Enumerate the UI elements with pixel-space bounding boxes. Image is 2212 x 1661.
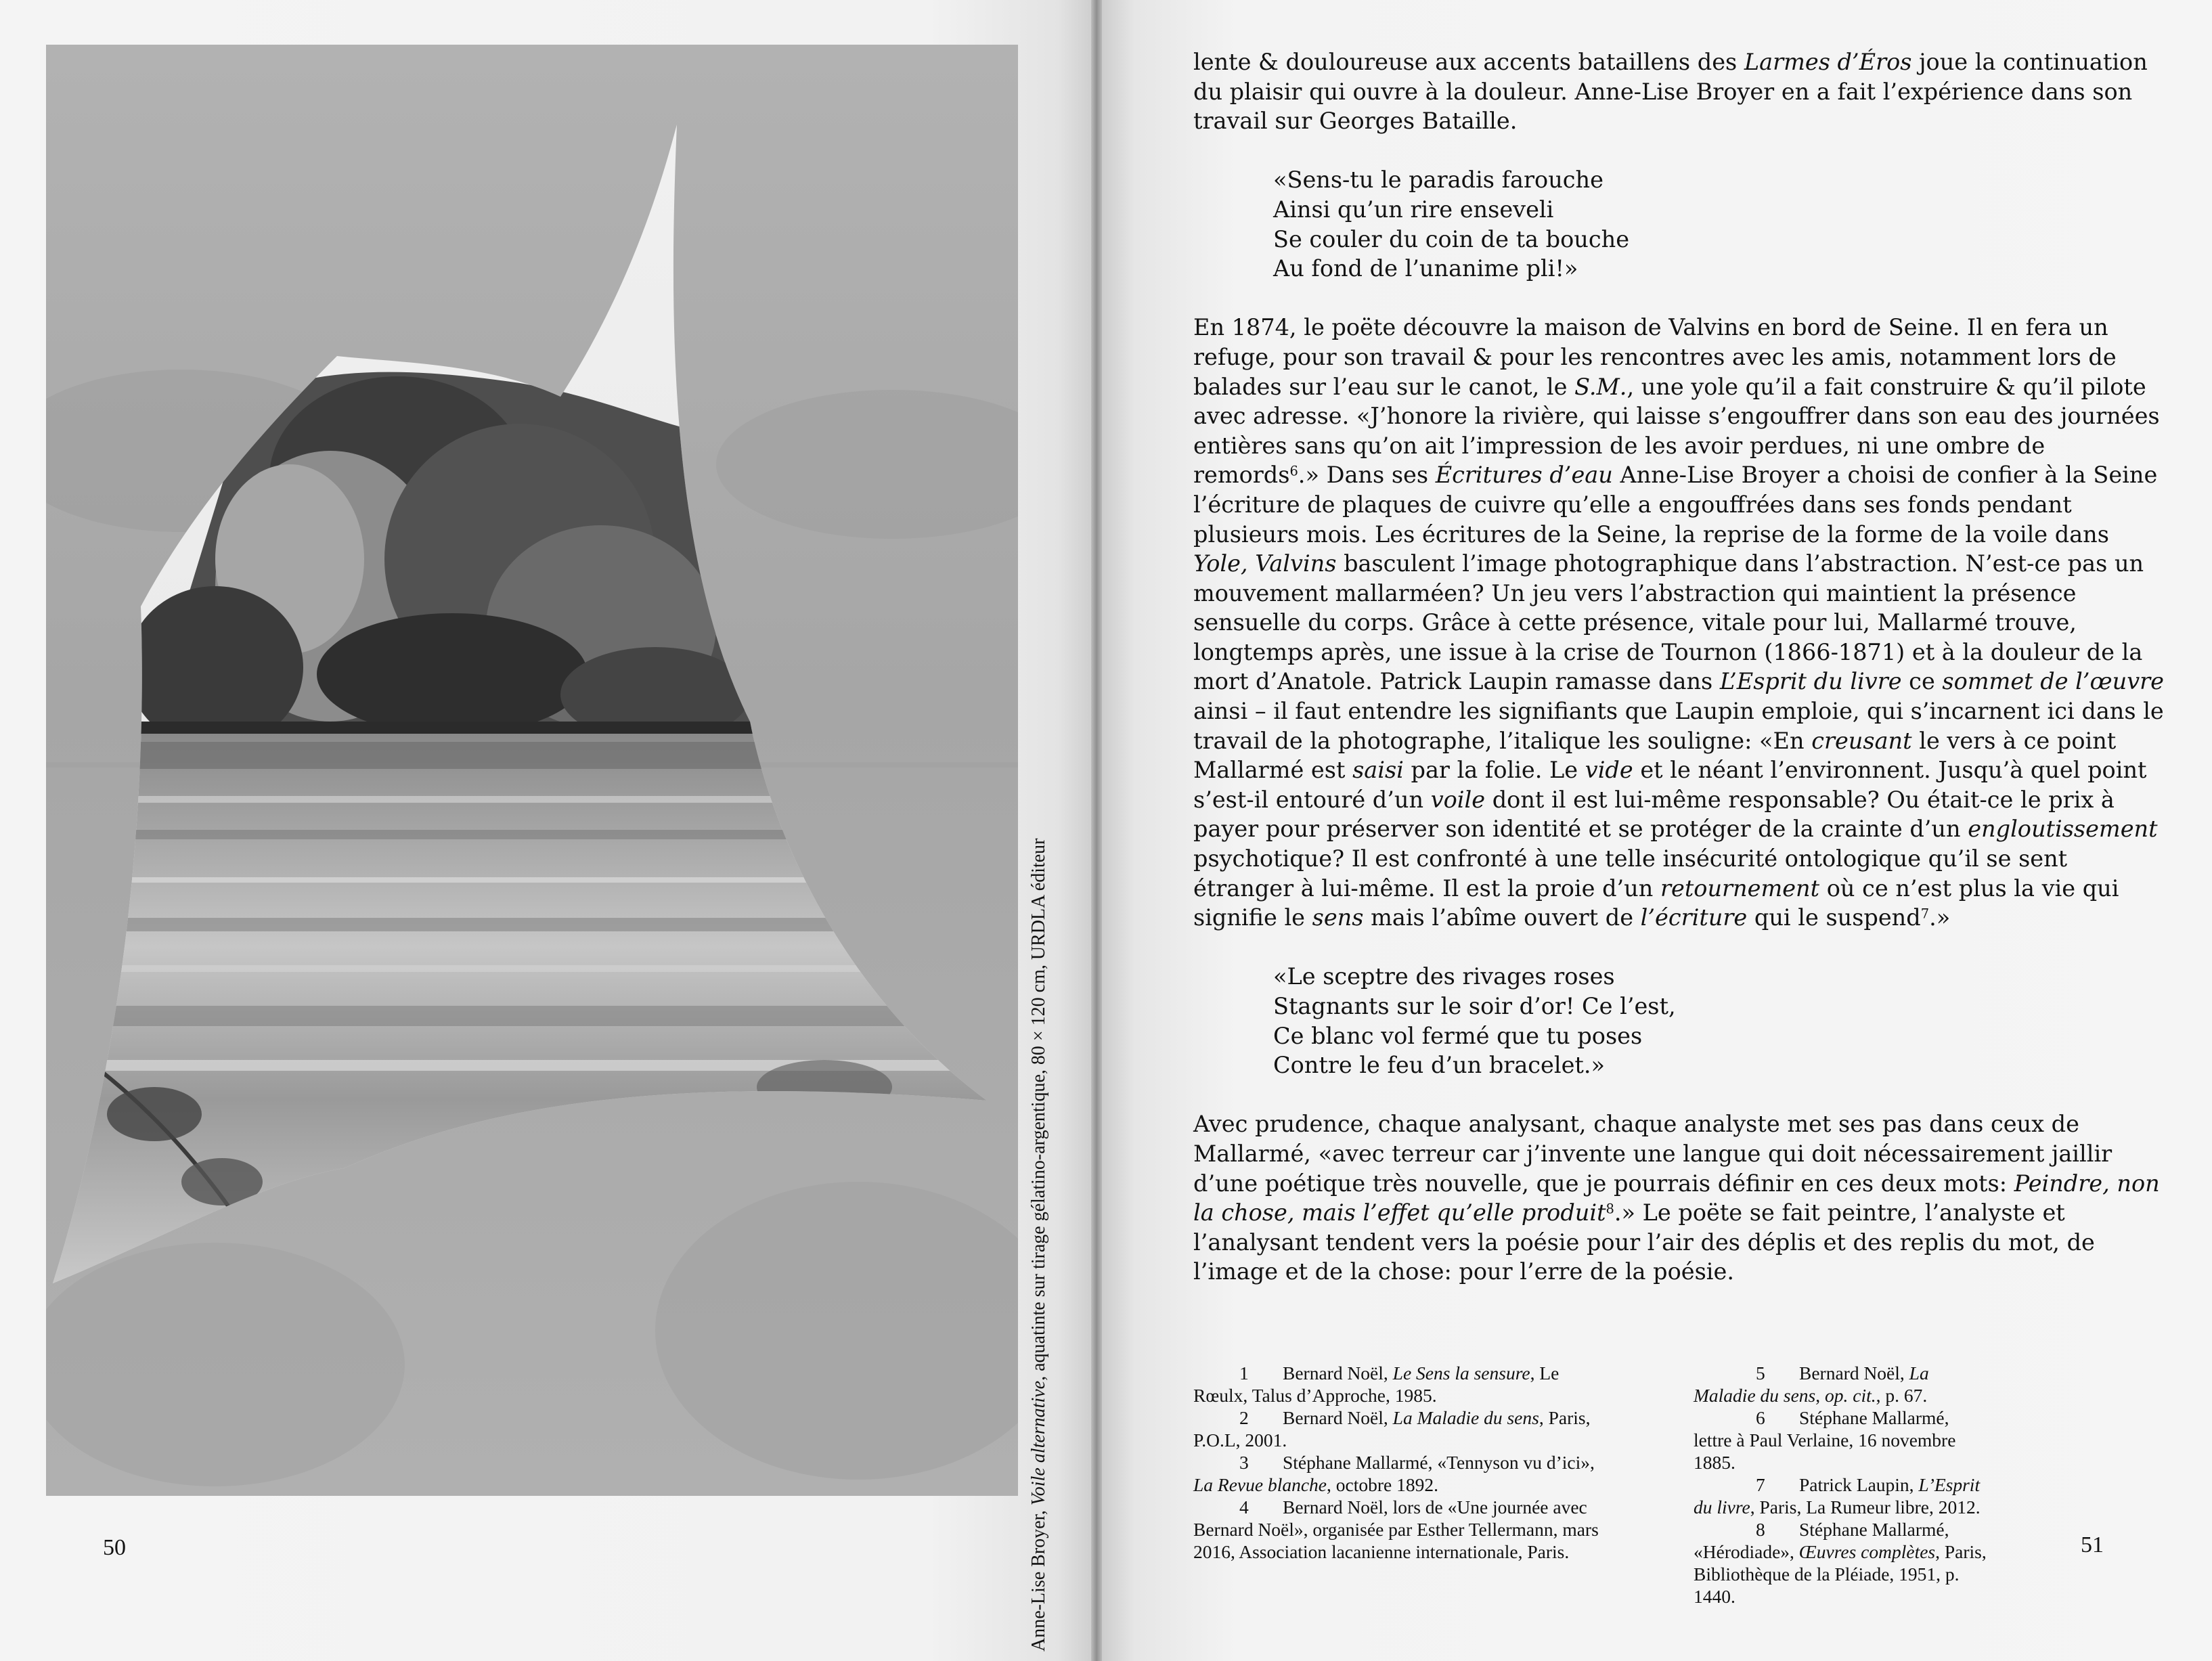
footnote-2 xyxy=(1193,1407,1606,1451)
italic-text: sommet de l’œuvre xyxy=(1942,668,2164,695)
italic-text: L’Esprit du livre xyxy=(1694,1474,1981,1518)
verse-line: Au fond de l’unanime pli!» xyxy=(1273,255,1578,282)
paragraph-3 xyxy=(1193,1109,2168,1287)
text-run: , une yole qu’il a fait construire & qu’il pilote avec adresse. «J’honore la rivière, qui laisse s’engouffrer dans son eau des journées entières sans qu’on ait l’impression de les avoir perdues, ni une ombre de remords xyxy=(1193,373,2160,489)
text-run: par la folie. Le xyxy=(1403,757,1585,784)
italic-text: l’écriture xyxy=(1640,904,1748,931)
text-run: et le néant l’environnent. Jusqu’à quel point s’est-il entouré d’un xyxy=(1193,757,2147,813)
footnotes-column-right xyxy=(1694,1362,1991,1608)
verse-line: Ce blanc vol fermé que tu poses xyxy=(1273,1022,1643,1049)
page-number-left: 50 xyxy=(103,1535,126,1560)
text-run: , Paris, La Rumeur libre, 2012. xyxy=(1750,1497,1981,1518)
italic-text: engloutissement xyxy=(1968,816,2158,843)
text-run: lente & douloureuse aux accents bataillens des xyxy=(1193,49,1744,75)
footnote-number: 3 xyxy=(1239,1452,1249,1473)
footnote-1 xyxy=(1193,1362,1606,1407)
italic-text: retournement xyxy=(1660,874,1820,902)
italic-text: Peindre, non la chose, mais l’effet qu’elle produit xyxy=(1193,1170,2160,1226)
footnote-5 xyxy=(1694,1362,1991,1407)
italic-text: La Maladie du sens xyxy=(1392,1407,1539,1428)
italic-text: Le Sens la sensure xyxy=(1392,1363,1530,1383)
verse-quote-1 xyxy=(1273,165,2168,283)
italic-text: La Maladie du sens xyxy=(1694,1363,1929,1406)
footnote-number: 1 xyxy=(1239,1363,1249,1383)
verse-line: «Sens-tu le paradis farouche xyxy=(1273,167,1603,194)
footnote-number: 8 xyxy=(1756,1519,1765,1540)
photo-caption xyxy=(1027,704,1050,1652)
italic-text: La Revue blanche xyxy=(1193,1474,1327,1495)
text-run: où ce n’est plus la vie qui signifie le xyxy=(1193,874,2119,931)
caption-title: Voile alternative xyxy=(1028,1380,1049,1506)
footnote-ref[interactable]: 8 xyxy=(1606,1201,1614,1217)
footnote-8 xyxy=(1694,1518,1991,1608)
book-gutter xyxy=(1091,0,1102,1661)
verse-line: Ainsi qu’un rire enseveli xyxy=(1273,196,1554,223)
italic-text: L’Esprit du livre xyxy=(1719,668,1902,695)
text-run: , Le Rœulx, Talus d’Approche, 1985. xyxy=(1193,1363,1560,1406)
text-run: .» Le poëte se fait peintre, l’analyste et l’analysant tendent vers la poésie pour l’air des déplis et des replis du mot, de l’image et de la chose: pour l’erre de la poésie. xyxy=(1193,1199,2095,1285)
verse-line: «Le sceptre des rivages roses xyxy=(1273,963,1615,990)
footnote-number: 5 xyxy=(1756,1363,1765,1383)
text-run: dont il est lui-même responsable? Ou était-ce le prix à payer pour préserver son identité et se protéger de la crainte d’un xyxy=(1193,786,2115,843)
text-run: Bernard Noël, lors de «Une journée avec Bernard Noël», organisée par Esther Tellermann, mars 2016, Association lacanienne internationale, Paris. xyxy=(1193,1497,1599,1562)
text-run: psychotique? Il est confronté à une telle insécurité ontologique qu’il se sent étranger à lui-même. Il est la proie d’un xyxy=(1193,845,2068,902)
caption-artist: Anne-Lise Broyer, xyxy=(1028,1505,1049,1652)
text-run: , p. 67. xyxy=(1876,1385,1928,1406)
text-run: joue la continuation du plaisir qui ouvre à la douleur. Anne-Lise Broyer en a fait l’expérience dans son travail sur Georges Bataille. xyxy=(1193,49,2148,135)
verse-line: Se couler du coin de ta bouche xyxy=(1273,225,1630,252)
text-run: mais l’abîme ouvert de xyxy=(1363,904,1641,931)
footnote-ref[interactable]: 7 xyxy=(1920,906,1930,922)
text-run: , xyxy=(1815,1385,1826,1406)
text-run: , octobre 1892. xyxy=(1327,1474,1438,1495)
footnote-number: 4 xyxy=(1239,1497,1249,1518)
italic-text: vide xyxy=(1585,757,1633,784)
italic-text: sens xyxy=(1312,904,1364,931)
text-run: Patrick Laupin, xyxy=(1799,1474,1919,1495)
photograph-voile-alternative xyxy=(46,45,1018,1496)
italic-title: Larmes d’Éros xyxy=(1744,49,1912,75)
footnotes-column-left xyxy=(1193,1362,1606,1563)
page-number-right: 51 xyxy=(2081,1532,2104,1557)
verse-line: Stagnants sur le soir d’or! Ce l’est, xyxy=(1273,993,1676,1019)
footnote-number: 7 xyxy=(1756,1474,1765,1495)
text-run: Bernard Noël, xyxy=(1283,1363,1393,1383)
text-run: Stéphane Mallarmé, «Hérodiade», xyxy=(1694,1519,1949,1562)
italic-text: Yole, Valvins xyxy=(1193,550,1337,577)
text-run: Stéphane Mallarmé, lettre à Paul Verlaine, 16 novembre 1885. xyxy=(1694,1407,1956,1473)
footnote-number: 6 xyxy=(1756,1407,1765,1428)
text-run: Avec prudence, chaque analysant, chaque analyste met ses pas dans ceux de Mallarmé, «avec terreur car j’invente une langue qui doit nécessairement jaillir d’une poétique très nouvelle, que je pourrais définir en ces deux mots: xyxy=(1193,1111,2113,1197)
body-text xyxy=(1193,47,2168,1316)
footnote-6 xyxy=(1694,1407,1991,1474)
verse-line: Contre le feu d’un bracelet.» xyxy=(1273,1052,1606,1079)
text-run: Bernard Noël, xyxy=(1283,1407,1393,1428)
italic-text: creusant xyxy=(1811,727,1912,754)
text-run: ainsi – il faut entendre les signifiants que Laupin emploie, qui s’incarnent ici dans le travail de la photographe, l’italique les souligne: «En xyxy=(1193,698,2164,754)
italic-text: S.M. xyxy=(1574,373,1627,400)
italic-text: op. cit. xyxy=(1825,1385,1876,1406)
text-run: qui le suspend xyxy=(1747,904,1921,931)
footnote-4 xyxy=(1193,1496,1606,1563)
text-run: .» xyxy=(1929,904,1951,931)
text-run: , Paris, P.O.L, 2001. xyxy=(1193,1407,1591,1450)
text-run: Bernard Noël, xyxy=(1799,1363,1909,1383)
footnote-ref[interactable]: 6 xyxy=(1289,463,1298,479)
caption-details: , aquatinte sur tirage gélatino-argentique, 80 × 120 cm, URDLA éditeur xyxy=(1028,838,1049,1381)
text-run: .» Dans ses xyxy=(1298,462,1436,489)
text-run: , Paris, Bibliothèque de la Pléiade, 1951, p. 1440. xyxy=(1694,1541,1987,1607)
text-run: Stéphane Mallarmé, «Tennyson vu d’ici», xyxy=(1283,1452,1595,1473)
text-run: basculent l’image photographique dans l’abstraction. N’est-ce pas un mouvement mallarméen? Un jeu vers l’abstraction qui maintient la présence sensuelle du corps. Grâce à cette présence, vitale pour lui, Mallarmé trouve, longtemps après, une issue à la crise de Tournon (1866-1871) et à la douleur de la mort d’Anatole. Patrick Laupin ramasse dans xyxy=(1193,550,2144,695)
photograph-artwork xyxy=(46,45,1018,1496)
footnote-3 xyxy=(1193,1451,1606,1496)
footnote-7 xyxy=(1694,1474,1991,1518)
paragraph-1 xyxy=(1193,47,2168,136)
italic-text: Écritures d’eau xyxy=(1435,462,1613,489)
text-run: le vers à ce point Mallarmé est xyxy=(1193,727,2117,784)
text-run: Anne-Lise Broyer a choisi de confier à la Seine l’écriture de plaques de cuivre qu’elle a engouffrées dans ses fonds pendant plusieurs mois. Les écritures de la Seine, la reprise de la forme de la voile dans xyxy=(1193,462,2158,548)
text-run: En 1874, le poëte découvre la maison de Valvins en bord de Seine. Il en fera un refuge, pour son travail & pour les rencontres avec les amis, notamment lors de balades sur l’eau sur le canot, le xyxy=(1193,314,2117,400)
verse-quote-2 xyxy=(1273,962,2168,1080)
italic-text: voile xyxy=(1430,786,1486,813)
paragraph-2 xyxy=(1193,313,2168,932)
text-run: ce xyxy=(1901,668,1943,695)
italic-text: saisi xyxy=(1352,757,1404,784)
italic-text: Œuvres complètes xyxy=(1798,1541,1936,1562)
footnote-number: 2 xyxy=(1239,1407,1249,1428)
